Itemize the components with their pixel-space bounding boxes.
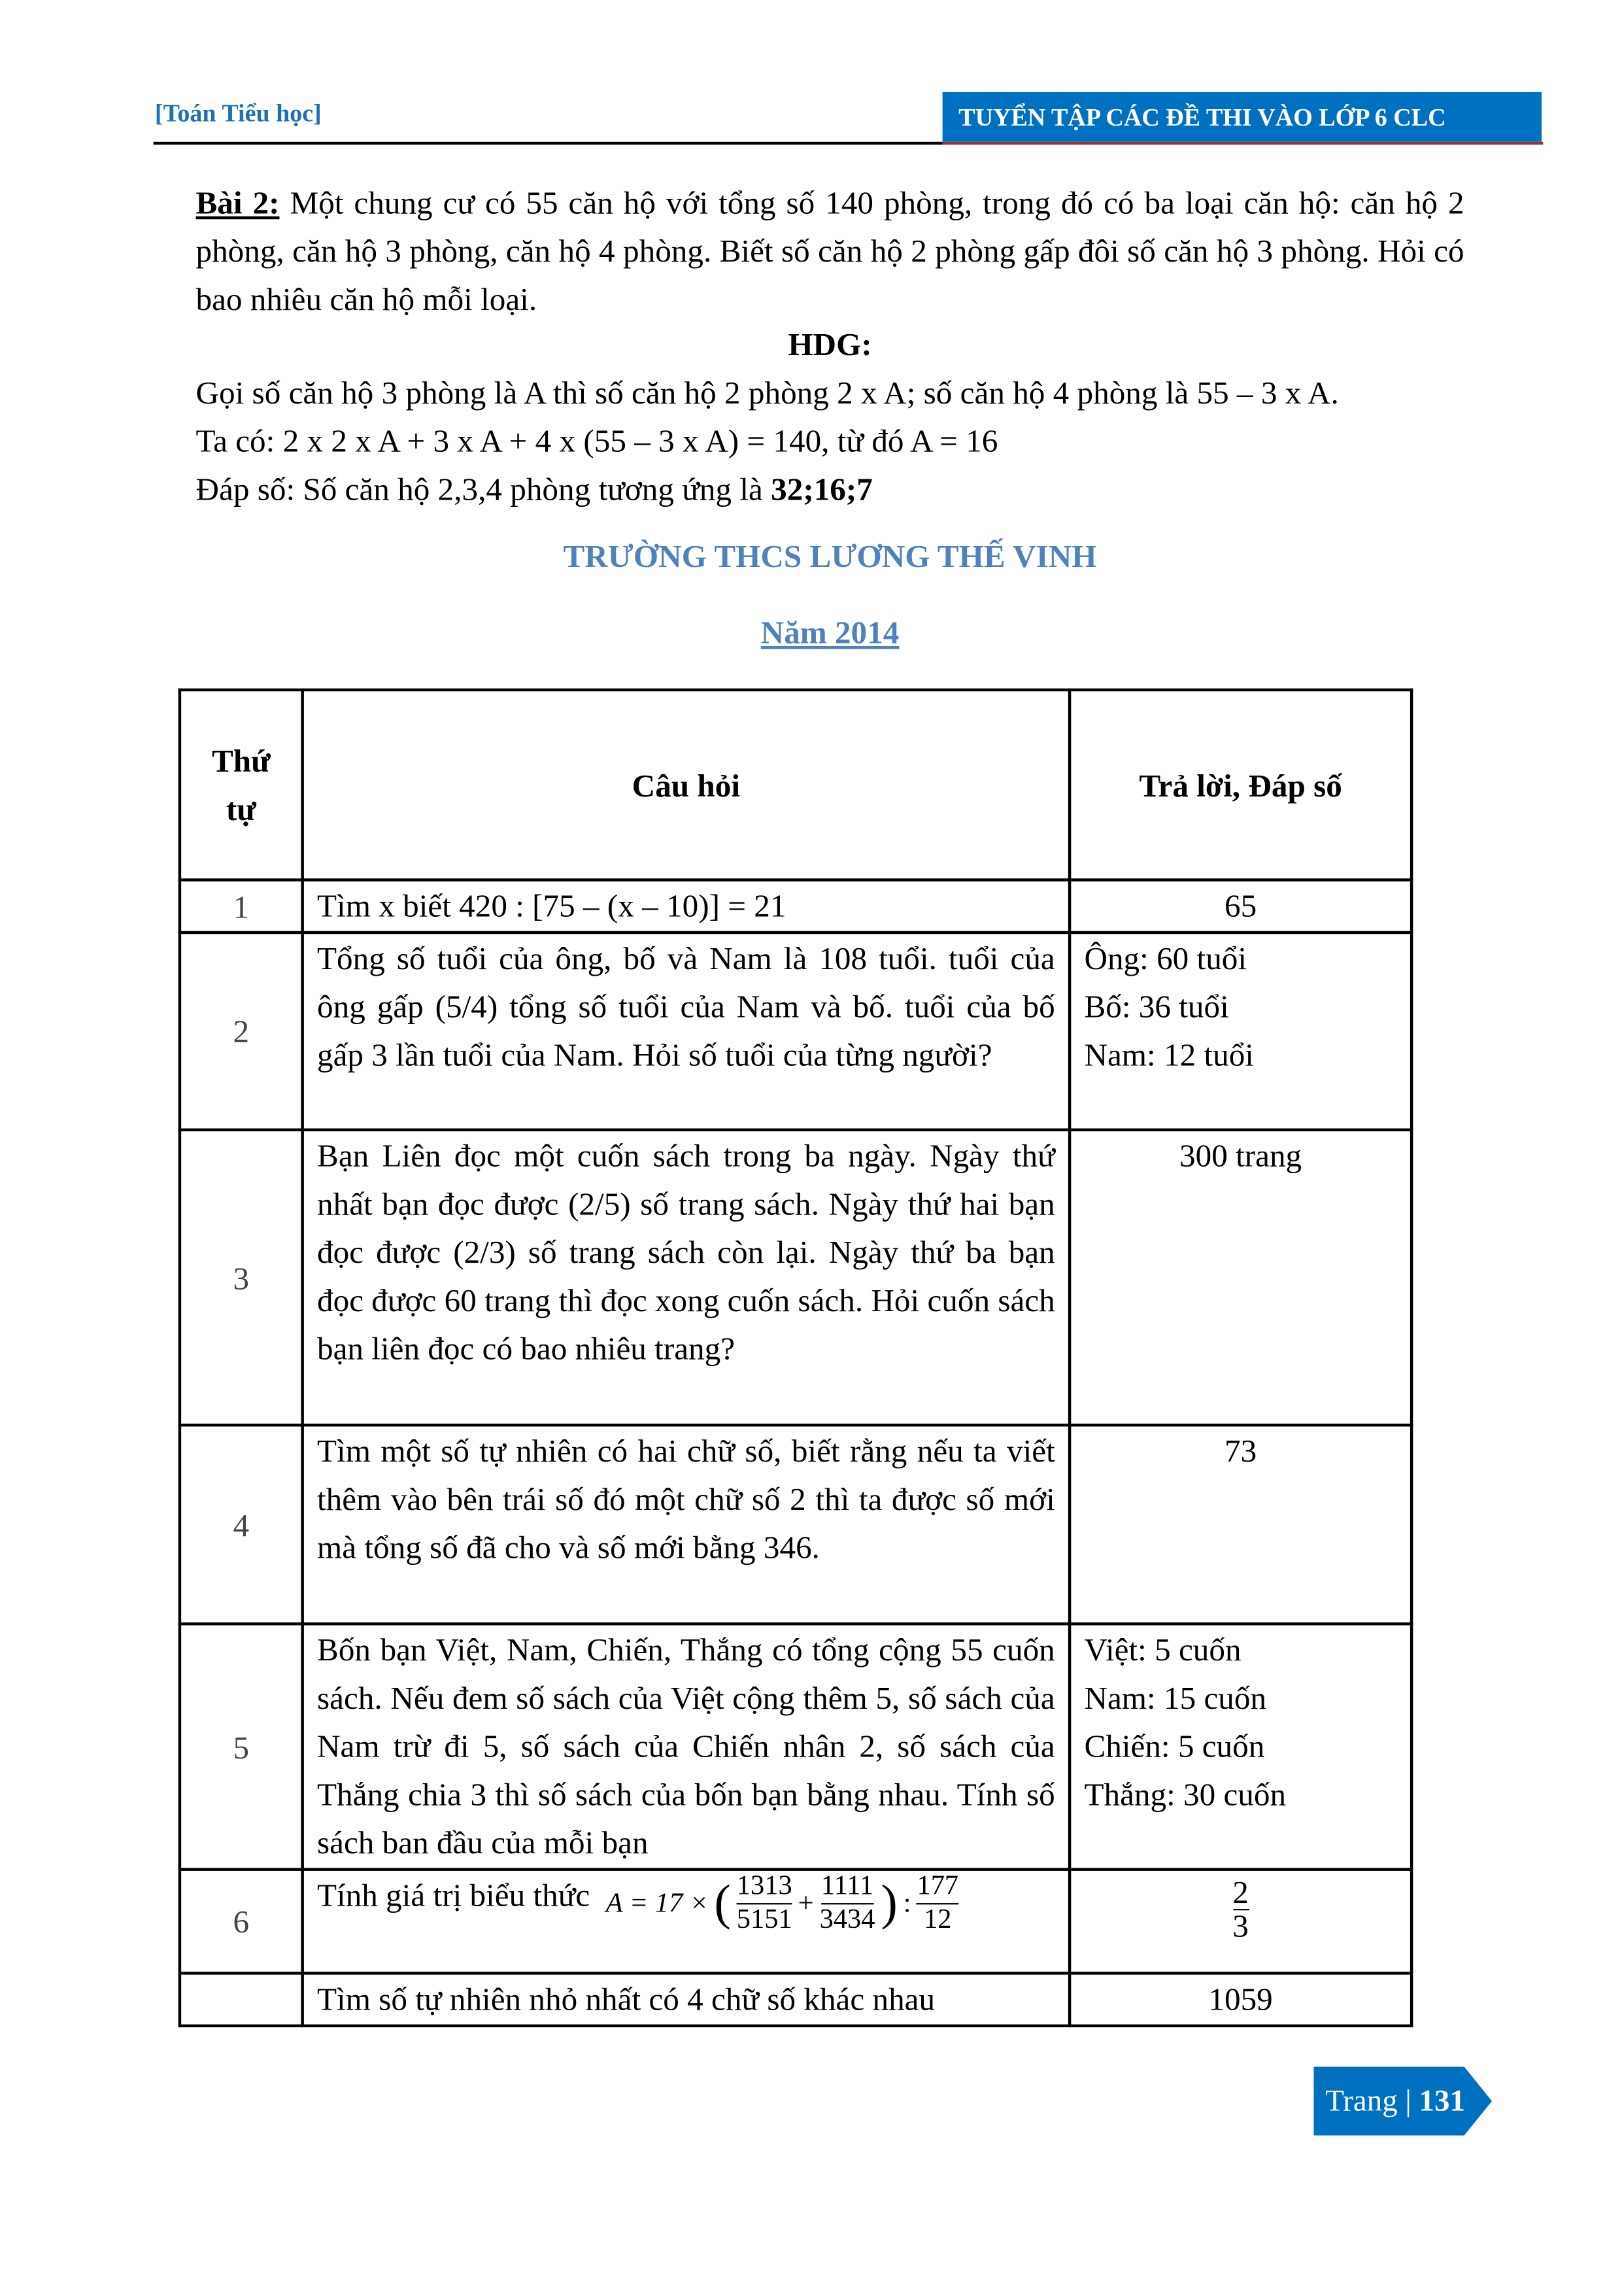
page-label: Trang [1325, 2083, 1398, 2118]
formula-lhs: A = 17 × [605, 1888, 709, 1919]
answer-line: Thắng: 30 cuốn [1084, 1775, 1287, 1813]
fraction [820, 1871, 875, 1937]
question-text: Tính giá trị biểu thức [317, 1876, 590, 1913]
row-question: Bốn bạn Việt, Nam, Chiến, Thắng có tổng cộng 55 cuốn sách. Nếu đem số sách của Việt cộng thêm 5, số sách của Nam trừ đi 5, số sách của Chiến nhân 2, số sách của Thắng chia 3 thì số sách của bốn bạn bằng nhau. Tính số sách ban đầu của mỗi bạn [303, 1624, 1070, 1869]
denominator: 12 [924, 1904, 952, 1936]
school-title: TRƯỜNG THCS LƯƠNG THẾ VINH [563, 538, 1097, 575]
header-rule-accent [943, 142, 1544, 145]
solution-heading: HDG: [788, 326, 872, 363]
row-question: Tìm một số tự nhiên có hai chữ số, biết rằng nếu ta viết thêm vào bên trái số đó một chữ số 2 thì ta được số mới mà tổng số đã cho và số mới bằng 346. [303, 1425, 1070, 1624]
year-title: Năm 2014 [760, 613, 900, 651]
answer-line: Chiến: 5 cuốn [1084, 1727, 1265, 1764]
question-table [178, 689, 1413, 2027]
row-number: 4 [180, 1425, 303, 1624]
table-row [180, 880, 1411, 933]
row-answer: 1059 [1070, 1973, 1411, 2025]
row-question: Tổng số tuổi của ông, bố và Nam là 108 tuổi. tuổi của ông gấp (5/4) tổng số tuổi của Nam và bố. tuổi của bố gấp 3 lần tuổi của Nam. Hỏi số tuổi của từng người? [303, 933, 1070, 1130]
table-row [180, 1870, 1411, 1974]
row-number: 5 [180, 1624, 303, 1869]
row-number: 2 [180, 933, 303, 1130]
denominator: 5151 [736, 1904, 792, 1936]
page-value: 131 [1419, 2083, 1465, 2118]
row-number: 1 [180, 880, 303, 933]
page-number: Trang | 131 [1325, 2083, 1465, 2118]
plus-operator: + [798, 1888, 814, 1919]
answer-fraction [1232, 1874, 1249, 1944]
row-answer [1070, 933, 1411, 1130]
solution [196, 368, 1464, 513]
table-row [180, 1973, 1411, 2025]
table-row [180, 1130, 1411, 1425]
table-row [180, 1624, 1411, 1869]
divide-operator: : [903, 1888, 911, 1919]
row-question: Tìm x biết 420 : [75 – (x – 10)] = 21 [303, 880, 1070, 933]
problem-statement [196, 179, 1464, 323]
solution-line-3 [196, 465, 1464, 513]
row-number [180, 1973, 303, 2025]
answer-line: Ông: 60 tuổi [1084, 940, 1247, 977]
paren-right: ) [881, 1876, 898, 1931]
problem-text: Một chung cư có 55 căn hộ với tổng số 140 phòng, trong đó có ba loại căn hộ: căn hộ 2 phòng, căn hộ 3 phòng, căn hộ 4 phòng. Biết số căn hộ 2 phòng gấp đôi số căn hộ 3 phòng. Hỏi có bao nhiêu căn hộ mỗi loại. [195, 184, 1464, 318]
numerator: 1313 [737, 1871, 792, 1904]
numerator: 2 [1232, 1874, 1249, 1911]
answer-value: 32;16;7 [771, 470, 873, 507]
row-question: Tìm số tự nhiên nhỏ nhất có 4 chữ số khác nhau [303, 1973, 1070, 2025]
row-answer [1070, 1870, 1411, 1974]
answer-line: Việt: 5 cuốn [1084, 1631, 1242, 1668]
table-row [180, 1425, 1411, 1624]
col-header-answer: Trả lời, Đáp số [1070, 690, 1411, 880]
answer-line: Bố: 36 tuổi [1084, 987, 1229, 1025]
numerator: 1111 [821, 1871, 873, 1904]
denominator: 3434 [819, 1904, 875, 1936]
denominator: 3 [1232, 1907, 1249, 1944]
row-question: Bạn Liên đọc một cuốn sách trong ba ngày. Ngày thứ nhất bạn đọc được (2/5) số trang sách. Ngày thứ hai bạn đọc được (2/3) số trang sách còn lại. Ngày thứ ba bạn đọc được 60 trang thì đọc xong cuốn sách. Hỏi cuốn sách bạn liên đọc có bao nhiêu trang? [303, 1130, 1070, 1425]
header-subject: [Toán Tiểu học] [154, 99, 322, 128]
row-answer: 73 [1070, 1425, 1411, 1624]
solution-line-1: Gọi số căn hộ 3 phòng là A thì số căn hộ 2 phòng 2 x A; số căn hộ 4 phòng là 55 – 3 x A. [195, 374, 1339, 411]
answer-prefix: Đáp số: Số căn hộ 2,3,4 phòng tương ứng là [195, 470, 771, 507]
row-number: 3 [180, 1130, 303, 1425]
row-answer: 65 [1070, 880, 1411, 933]
col-header-order: Thứ tự [180, 690, 303, 880]
answer-line: Nam: 15 cuốn [1084, 1679, 1267, 1717]
paren-left: ( [714, 1876, 731, 1931]
problem-label: Bài 2: [195, 184, 280, 221]
table-row [180, 933, 1411, 1130]
answer-line: Nam: 12 tuổi [1084, 1036, 1254, 1073]
numerator: 177 [917, 1871, 958, 1904]
row-question [303, 1870, 1070, 1974]
fraction [737, 1871, 792, 1937]
page-number-badge [1313, 2066, 1492, 2135]
table-header-row [180, 690, 1411, 880]
solution-line-2: Ta có: 2 x 2 x A + 3 x A + 4 x (55 – 3 x A) = 140, từ đó A = 16 [195, 422, 998, 459]
row-number: 6 [180, 1870, 303, 1974]
fraction [917, 1871, 958, 1937]
header-title: TUYỂN TẬP CÁC ĐỀ THI VÀO LỚP 6 CLC [943, 92, 1542, 142]
row-answer: 300 trang [1070, 1130, 1411, 1425]
header-rule [154, 142, 943, 145]
math-formula [606, 1871, 958, 1937]
row-answer [1070, 1624, 1411, 1869]
col-header-question: Câu hỏi [303, 690, 1070, 880]
